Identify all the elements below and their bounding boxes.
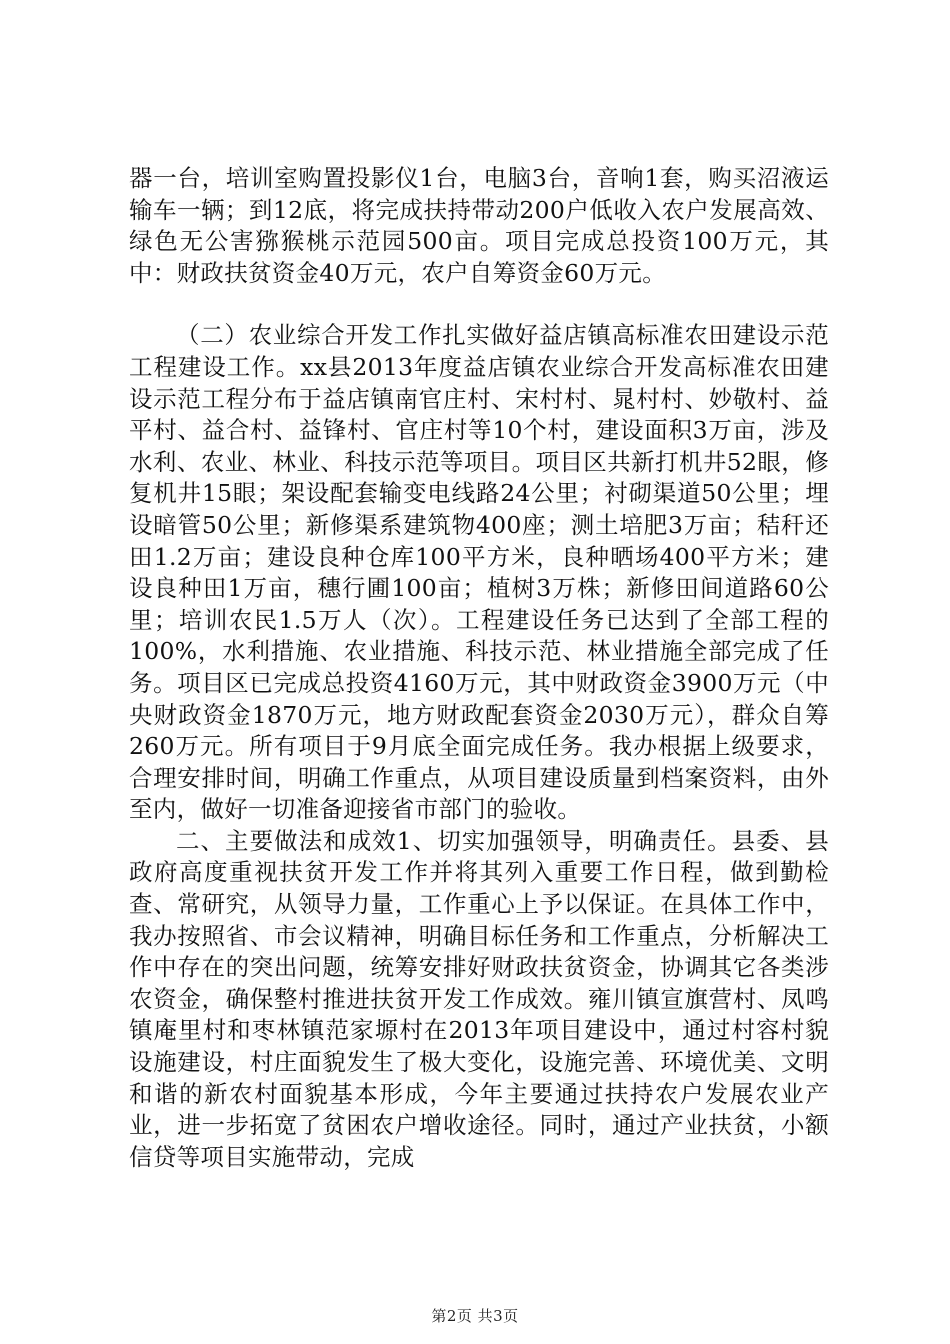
- page-number-footer: 第2页 共3页: [431, 1307, 519, 1325]
- paragraph-gap: [129, 289, 829, 320]
- document-body: [129, 163, 829, 1173]
- paragraph-section-2: （二）农业综合开发工作扎实做好益店镇高标准农田建设示范工程建设工作。xx县2013年度益店镇农业综合开发高标准农田建设示范工程分布于益店镇南官庄村、宋村村、晁村村、妙敬村、益平村、益合村、益锋村、官庄村等10个村，建设面积3万亩，涉及水利、农业、林业、科技示范等项目。项目区共新打机井52眼，修复机井15眼；架设配套输变电线路24公里；衬砌渠道50公里；埋设暗管50公里；新修渠系建筑物400座；测土培肥3万亩；秸秆还田1.2万亩；建设良种仓库100平方米，良种晒场400平方米；建设良种田1万亩，穗行圃100亩；植树3万株；新修田间道路60公里；培训农民1.5万人（次）。工程建设任务已达到了全部工程的100%，水利措施、农业措施、科技示范、林业措施全部完成了任务。项目区已完成总投资4160万元，其中财政资金3900万元（中央财政资金1870万元，地方财政配套资金2030万元），群众自筹260万元。所有项目于9月底全面完成任务。我办根据上级要求，合理安排时间，明确工作重点，从项目建设质量到档案资料，由外至内，做好一切准备迎接省市部门的验收。: [129, 321, 829, 824]
- paragraph-main-practices: 二、主要做法和成效1、切实加强领导，明确责任。县委、县政府高度重视扶贫开发工作并将其列入重要工作日程，做到勤检查、常研究，从领导力量，工作重心上予以保证。在具体工作中，我办按照省、市会议精神，明确目标任务和工作重点，分析解决工作中存在的突出问题，统筹安排好财政扶贫资金，协调其它各类涉农资金，确保整村推进扶贫开发工作成效。雍川镇宣旗营村、凤鸣镇庵里村和枣林镇范家塬村在2013年项目建设中，通过村容村貌设施建设，村庄面貌发生了极大变化，设施完善、环境优美、文明和谐的新农村面貌基本形成，今年主要通过扶持农户发展农业产业，进一步拓宽了贫困农户增收途径。同时，通过产业扶贫，小额信贷等项目实施带动，完成: [129, 826, 829, 1171]
- paragraph-continued: 器一台，培训室购置投影仪1台，电脑3台，音响1套，购买沼液运输车一辆；到12底，将完成扶持带动200户低收入农户发展高效、绿色无公害猕猴桃示范园500亩。项目完成总投资100万元，其中：财政扶贫资金40万元，农户自筹资金60万元。: [129, 164, 829, 287]
